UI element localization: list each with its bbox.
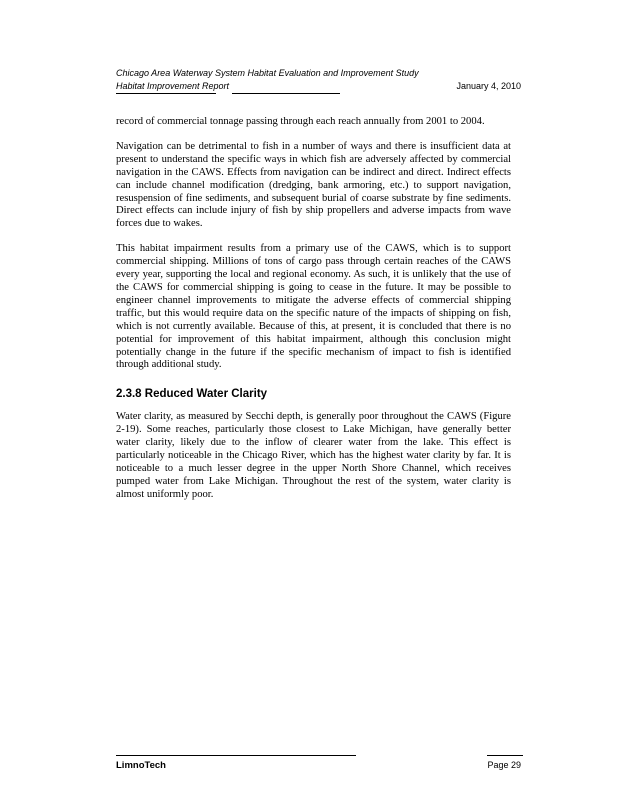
paragraph-tonnage-continuation: record of commercial tonnage passing through each reach annually from 2001 to 2004. bbox=[116, 116, 485, 127]
footer-company: LimnoTech bbox=[116, 760, 166, 771]
paragraph-habitat-impairment: This habitat impairment results from a primary use of the CAWS, which is to support commercial shipping. Millions of tons of cargo pass through certain reaches of the CAWS every year, supporting the local and regional economy. As such, it is unlikely that the use of the CAWS for commercial shipping is going to cease in the future. It may be possible to engineer channel improvements to mitigate the adverse effects of commercial shipping traffic, but this would require data on the specific nature of the impacts of shipping on fish, which is not currently available. Because of this, at present, it is concluded that there is no potential for improvement of this habitat impairment, although this conclusion might potentially change in the future if the specific mechanism of impact to fish is identified through additional study. bbox=[116, 243, 511, 371]
paragraph-navigation-effects: Navigation can be detrimental to fish in a number of ways and there is insufficient data at present to understand the specific ways in which fish are adversely affected by commercial navigation in the CAWS. Effects from navigation can be indirect and direct. Indirect effects can include channel modification (dredging, bank armoring, etc.) to support navigation, resuspension of fine sediments, and subsequent burial of coarse substrate by fine sediments. Direct effects can include injury of fish by ship propellers and adverse impacts from wave forces due to wakes. bbox=[116, 140, 511, 230]
header-study-title: Chicago Area Waterway System Habitat Evaluation and Improvement Study bbox=[116, 68, 419, 78]
header-rule bbox=[232, 93, 340, 94]
header-report-title: Habitat Improvement Report bbox=[116, 81, 230, 91]
paragraph-water-clarity: Water clarity, as measured by Secchi depth, is generally poor throughout the CAWS (Figure 2-19). Some reaches, particularly those closest to Lake Michigan, have generally better water clarity, likely due to the inflow of clearer water from the lake. This effect is particularly noticeable in the Chicago River, which has the highest water clarity by far. It is noticeable to a much lesser degree in the upper North Shore Channel, which receives pumped water from Lake Michigan. Throughout the rest of the system, water clarity is almost uniformly poor. bbox=[116, 411, 511, 500]
body-text bbox=[116, 116, 511, 514]
section-heading: 2.3.8 Reduced Water Clarity bbox=[116, 388, 268, 401]
header-underline bbox=[116, 93, 216, 94]
footer-page-rule bbox=[487, 755, 523, 756]
header-date: January 4, 2010 bbox=[456, 81, 521, 91]
footer-page-number: Page 29 bbox=[487, 760, 521, 770]
footer-rule bbox=[116, 755, 356, 756]
